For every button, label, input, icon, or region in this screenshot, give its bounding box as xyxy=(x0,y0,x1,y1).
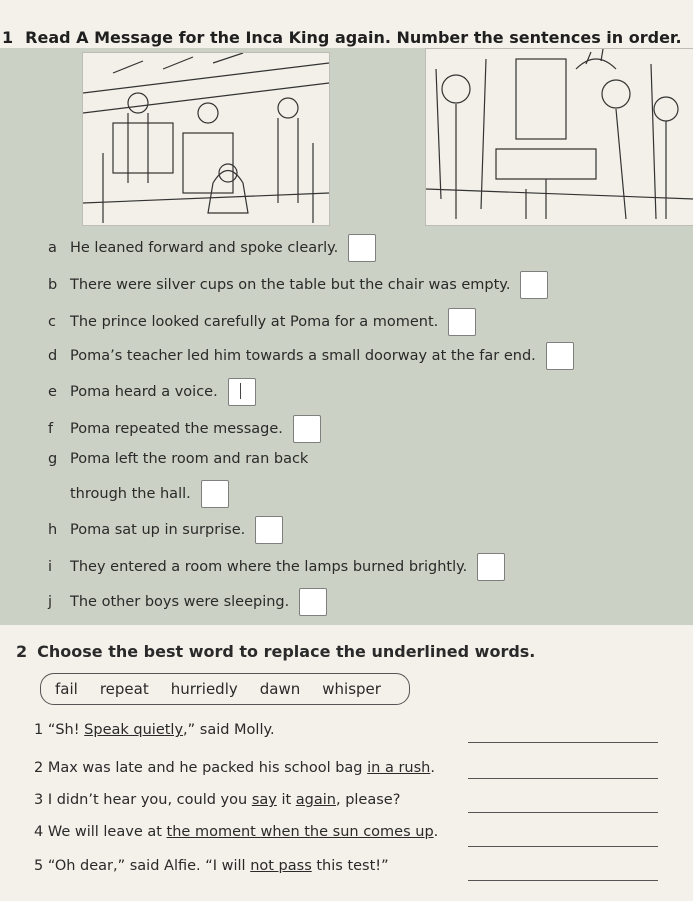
underlined-words: not pass xyxy=(250,858,312,874)
question-5 xyxy=(34,858,389,874)
answer-line-5[interactable] xyxy=(468,880,658,881)
sentence-g-line2 xyxy=(70,480,229,508)
sentence-i xyxy=(48,553,505,581)
question-text: 3 I didn’t hear you, could you xyxy=(34,792,252,808)
sentence-letter: e xyxy=(48,384,57,400)
answer-box-c[interactable] xyxy=(448,308,476,336)
exercise1-instruction xyxy=(2,28,682,47)
sentence-text: The other boys were sleeping. xyxy=(70,594,290,610)
sentence-b xyxy=(48,271,548,299)
underlined-words: again xyxy=(295,792,336,808)
question-text: this test!” xyxy=(311,858,389,874)
sentence-letter: a xyxy=(48,240,57,256)
answer-line-1[interactable] xyxy=(468,742,658,743)
sentence-d xyxy=(48,342,574,370)
answer-line-2[interactable] xyxy=(468,778,658,779)
sentence-text: Poma repeated the message. xyxy=(70,421,283,437)
question-text: . xyxy=(433,824,439,840)
sentence-g xyxy=(48,451,308,467)
underlined-words: say xyxy=(251,792,277,808)
illustration-throne-room xyxy=(82,52,330,226)
sentence-text: Poma’s teacher led him towards a small doorway at the far end. xyxy=(70,348,536,364)
question-1 xyxy=(34,722,275,738)
sentence-letter: f xyxy=(48,421,54,437)
answer-box-b[interactable] xyxy=(520,271,548,299)
question-3 xyxy=(34,792,400,808)
sentence-text: He leaned forward and spoke clearly. xyxy=(70,240,339,256)
sentence-letter: d xyxy=(48,348,58,364)
underlined-words: Speak quietly xyxy=(84,722,184,738)
word-whisper: whisper xyxy=(322,680,381,698)
word-bank xyxy=(40,673,410,705)
sentence-text: The prince looked carefully at Poma for a moment. xyxy=(70,314,439,330)
answer-box-d[interactable] xyxy=(546,342,574,370)
sentence-j xyxy=(48,588,327,616)
sentence-letter: c xyxy=(48,314,56,330)
exercise2-instruction xyxy=(16,642,535,661)
answer-line-4[interactable] xyxy=(468,846,658,847)
inca-king-drawing xyxy=(426,49,693,225)
word-fail: fail xyxy=(55,680,78,698)
throne-room-drawing xyxy=(83,53,329,225)
question-text: 1 “Sh! xyxy=(34,722,85,738)
sentence-text: They entered a room where the lamps burned brightly. xyxy=(70,559,468,575)
sentence-letter: i xyxy=(48,559,53,575)
pencil-mark xyxy=(240,383,242,399)
sentence-letter: g xyxy=(48,451,58,467)
answer-box-a[interactable] xyxy=(348,234,376,262)
answer-box-g[interactable] xyxy=(201,480,229,508)
sentence-letter: h xyxy=(48,522,58,538)
sentence-text: Poma heard a voice. xyxy=(70,384,218,400)
sentence-text-continued: through the hall. xyxy=(70,486,191,502)
sentence-c xyxy=(48,308,476,336)
sentence-letter: j xyxy=(48,594,53,610)
exercise2-instruction-text: Choose the best word to replace the underlined words. xyxy=(37,642,536,661)
exercise1-instruction-text: Read A Message for the Inca King again. Number the sentences in order. xyxy=(25,28,682,47)
answer-box-j[interactable] xyxy=(299,588,327,616)
question-4 xyxy=(34,824,438,840)
sentence-text: Poma left the room and ran back xyxy=(70,451,309,467)
sentence-a xyxy=(48,234,376,262)
sentence-f xyxy=(48,415,321,443)
question-text: , please? xyxy=(335,792,401,808)
sentence-text: Poma sat up in surprise. xyxy=(70,522,246,538)
answer-box-e[interactable] xyxy=(228,378,256,406)
word-dawn: dawn xyxy=(259,680,301,698)
question-text: 4 We will leave at xyxy=(34,824,167,840)
answer-box-f[interactable] xyxy=(293,415,321,443)
question-text: it xyxy=(276,792,296,808)
word-hurriedly: hurriedly xyxy=(170,680,238,698)
exercise1-number: 1 xyxy=(2,28,14,47)
answer-box-h[interactable] xyxy=(255,516,283,544)
question-text: 5 “Oh dear,” said Alfie. “I will xyxy=(34,858,251,874)
word-repeat: repeat xyxy=(99,680,149,698)
question-2 xyxy=(34,760,435,776)
question-text: 2 Max was late and he packed his school bag xyxy=(34,760,368,776)
answer-box-i[interactable] xyxy=(477,553,505,581)
sentence-letter: b xyxy=(48,277,58,293)
question-text: ,” said Molly. xyxy=(183,722,275,738)
exercise2-number: 2 xyxy=(16,642,28,661)
sentence-h xyxy=(48,516,283,544)
sentence-e xyxy=(48,378,256,406)
answer-line-3[interactable] xyxy=(468,812,658,813)
underlined-words: the moment when the sun comes up xyxy=(166,824,434,840)
underlined-words: in a rush xyxy=(367,760,431,776)
illustration-inca-king xyxy=(425,48,693,226)
sentence-text: There were silver cups on the table but the chair was empty. xyxy=(70,277,511,293)
question-text: . xyxy=(430,760,435,776)
